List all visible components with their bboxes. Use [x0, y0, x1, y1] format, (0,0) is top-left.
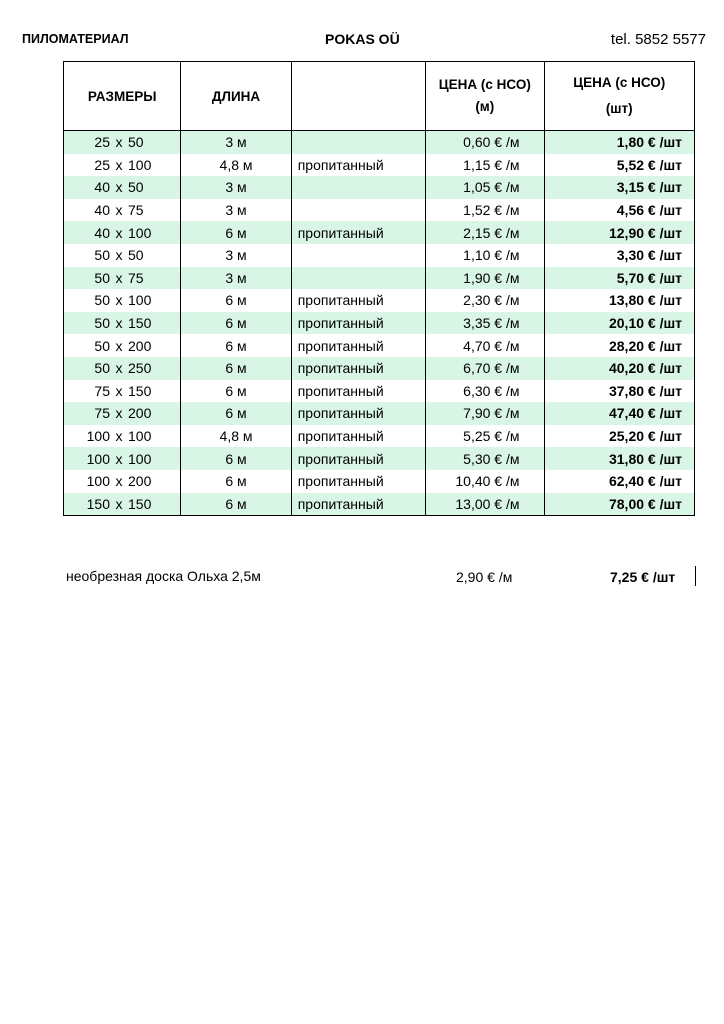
table-row — [64, 402, 695, 425]
cell-length: 6 м — [181, 402, 291, 425]
size-separator: x — [115, 292, 123, 309]
size-separator: x — [115, 450, 123, 467]
size-separator: x — [115, 247, 123, 264]
cell-size — [64, 289, 181, 312]
cell-size — [64, 221, 181, 244]
cell-price-m: 1,15 € /м — [426, 154, 544, 177]
table-row — [64, 267, 695, 290]
cell-note — [291, 244, 425, 267]
size-height: 50 — [128, 179, 144, 196]
cell-price-pc: 37,80 € /шт — [544, 380, 695, 403]
size-height: 100 — [128, 428, 152, 445]
size-width: 50 — [94, 247, 110, 264]
table-row — [64, 176, 695, 199]
cell-price-pc: 25,20 € /шт — [544, 425, 695, 448]
table-row — [64, 154, 695, 177]
cell-length: 4,8 м — [181, 425, 291, 448]
size-width: 50 — [94, 337, 110, 354]
cell-size — [64, 176, 181, 199]
cell-note — [291, 176, 425, 199]
cell-price-m: 10,40 € /м — [426, 470, 544, 493]
cell-price-pc: 20,10 € /шт — [544, 312, 695, 335]
header-phone: tel. 5852 5577 — [610, 31, 706, 48]
table-row — [64, 334, 695, 357]
table-row — [64, 425, 695, 448]
cell-price-m: 1,05 € /м — [426, 176, 544, 199]
size-height: 250 — [128, 360, 152, 377]
extra-item-name: необрезная доска Ольха 2,5м — [66, 568, 261, 584]
cell-note: пропитанный — [291, 289, 425, 312]
cell-price-pc: 1,80 € /шт — [544, 131, 695, 154]
cell-note: пропитанный — [291, 402, 425, 425]
size-height: 75 — [128, 202, 144, 219]
cell-length: 6 м — [181, 289, 291, 312]
cell-price-pc: 12,90 € /шт — [544, 221, 695, 244]
cell-note: пропитанный — [291, 334, 425, 357]
cell-note: пропитанный — [291, 380, 425, 403]
cell-note: пропитанный — [291, 425, 425, 448]
cell-size — [64, 131, 181, 154]
size-separator: x — [115, 382, 123, 399]
col-price-m-line2: (м) — [475, 99, 495, 114]
cell-price-m: 4,70 € /м — [426, 334, 544, 357]
size-height: 150 — [128, 315, 152, 332]
table-row — [64, 199, 695, 222]
col-price-m-line1: ЦЕНА (с НСО) — [438, 77, 531, 92]
cell-length: 6 м — [181, 312, 291, 335]
cell-size — [64, 154, 181, 177]
size-width: 50 — [94, 292, 110, 309]
cell-price-pc: 31,80 € /шт — [544, 447, 695, 470]
size-height: 75 — [128, 269, 144, 286]
price-table — [63, 61, 695, 516]
cell-size — [64, 425, 181, 448]
size-width: 100 — [86, 473, 110, 490]
cell-price-pc: 62,40 € /шт — [544, 470, 695, 493]
size-separator: x — [115, 134, 123, 151]
size-separator: x — [115, 473, 123, 490]
cell-note: пропитанный — [291, 221, 425, 244]
cell-size — [64, 334, 181, 357]
table-row — [64, 289, 695, 312]
table-row — [64, 493, 695, 516]
size-separator: x — [115, 428, 123, 445]
size-height: 200 — [128, 473, 152, 490]
cell-price-m: 5,25 € /м — [426, 425, 544, 448]
cell-size — [64, 380, 181, 403]
cell-length: 3 м — [181, 131, 291, 154]
size-separator: x — [115, 315, 123, 332]
extra-item-price-m: 2,90 € /м — [456, 569, 513, 585]
size-width: 100 — [86, 450, 110, 467]
cell-length: 3 м — [181, 244, 291, 267]
cell-size — [64, 470, 181, 493]
size-height: 200 — [128, 337, 152, 354]
cell-note: пропитанный — [291, 154, 425, 177]
cell-price-pc: 47,40 € /шт — [544, 402, 695, 425]
size-height: 50 — [128, 247, 144, 264]
size-height: 150 — [128, 495, 152, 512]
size-height: 50 — [128, 134, 144, 151]
size-width: 50 — [94, 315, 110, 332]
cell-note: пропитанный — [291, 312, 425, 335]
col-note — [291, 62, 425, 131]
cell-size — [64, 493, 181, 516]
cell-price-pc: 28,20 € /шт — [544, 334, 695, 357]
cell-price-m: 3,35 € /м — [426, 312, 544, 335]
cell-length: 6 м — [181, 221, 291, 244]
cell-note: пропитанный — [291, 470, 425, 493]
cell-note — [291, 131, 425, 154]
table-row — [64, 244, 695, 267]
cell-price-pc: 5,52 € /шт — [544, 154, 695, 177]
size-height: 150 — [128, 382, 152, 399]
col-price-pc-line2: (шт) — [605, 101, 633, 116]
cell-note: пропитанный — [291, 493, 425, 516]
cell-length: 6 м — [181, 493, 291, 516]
cell-length: 3 м — [181, 199, 291, 222]
cell-size — [64, 267, 181, 290]
cell-price-pc: 5,70 € /шт — [544, 267, 695, 290]
size-separator: x — [115, 360, 123, 377]
cell-length: 3 м — [181, 176, 291, 199]
cell-note — [291, 199, 425, 222]
size-width: 25 — [94, 156, 110, 173]
extra-item-price-pc: 7,25 € /шт — [610, 569, 676, 585]
size-width: 100 — [86, 428, 110, 445]
size-separator: x — [115, 179, 123, 196]
cell-price-pc: 40,20 € /шт — [544, 357, 695, 380]
table-header-row — [64, 62, 695, 131]
table-row — [64, 447, 695, 470]
size-width: 40 — [94, 179, 110, 196]
col-length: ДЛИНА — [181, 62, 291, 131]
size-height: 100 — [128, 450, 152, 467]
cell-price-m: 2,30 € /м — [426, 289, 544, 312]
size-separator: x — [115, 405, 123, 422]
cell-length: 6 м — [181, 447, 291, 470]
cell-length: 6 м — [181, 334, 291, 357]
cell-length: 6 м — [181, 357, 291, 380]
extra-item-divider — [695, 566, 696, 586]
cell-price-pc: 3,30 € /шт — [544, 244, 695, 267]
size-width: 25 — [94, 134, 110, 151]
size-height: 100 — [128, 224, 152, 241]
size-separator: x — [115, 269, 123, 286]
header-category: ПИЛОМАТЕРИАЛ — [22, 32, 129, 46]
size-width: 75 — [94, 382, 110, 399]
cell-price-m: 0,60 € /м — [426, 131, 544, 154]
cell-size — [64, 244, 181, 267]
size-separator: x — [115, 224, 123, 241]
cell-size — [64, 402, 181, 425]
size-height: 100 — [128, 292, 152, 309]
size-separator: x — [115, 156, 123, 173]
cell-price-m: 1,90 € /м — [426, 267, 544, 290]
size-separator: x — [115, 495, 123, 512]
cell-length: 3 м — [181, 267, 291, 290]
cell-price-m: 1,10 € /м — [426, 244, 544, 267]
cell-note: пропитанный — [291, 447, 425, 470]
table-row — [64, 357, 695, 380]
cell-size — [64, 447, 181, 470]
size-width: 40 — [94, 202, 110, 219]
size-width: 50 — [94, 360, 110, 377]
cell-price-pc: 13,80 € /шт — [544, 289, 695, 312]
cell-length: 4,8 м — [181, 154, 291, 177]
cell-price-m: 6,70 € /м — [426, 357, 544, 380]
size-width: 150 — [86, 495, 110, 512]
table-row — [64, 131, 695, 154]
cell-price-pc: 78,00 € /шт — [544, 493, 695, 516]
cell-size — [64, 199, 181, 222]
size-width: 75 — [94, 405, 110, 422]
table-row — [64, 312, 695, 335]
col-price-pc — [544, 62, 695, 131]
cell-price-m: 13,00 € /м — [426, 493, 544, 516]
cell-price-pc: 4,56 € /шт — [544, 199, 695, 222]
header-company: POKAS OÜ — [325, 31, 400, 47]
size-height: 100 — [128, 156, 152, 173]
col-price-pc-line1: ЦЕНА (с НСО) — [573, 75, 666, 90]
col-sizes: РАЗМЕРЫ — [64, 62, 181, 131]
col-price-m — [426, 62, 544, 131]
cell-price-m: 2,15 € /м — [426, 221, 544, 244]
table-row — [64, 470, 695, 493]
size-width: 40 — [94, 224, 110, 241]
cell-size — [64, 357, 181, 380]
cell-price-m: 6,30 € /м — [426, 380, 544, 403]
cell-price-pc: 3,15 € /шт — [544, 176, 695, 199]
cell-price-m: 7,90 € /м — [426, 402, 544, 425]
table-row — [64, 380, 695, 403]
size-separator: x — [115, 202, 123, 219]
cell-note: пропитанный — [291, 357, 425, 380]
cell-size — [64, 312, 181, 335]
size-separator: x — [115, 337, 123, 354]
table-row — [64, 221, 695, 244]
cell-price-m: 5,30 € /м — [426, 447, 544, 470]
cell-note — [291, 267, 425, 290]
size-height: 200 — [128, 405, 152, 422]
cell-length: 6 м — [181, 470, 291, 493]
cell-price-m: 1,52 € /м — [426, 199, 544, 222]
cell-length: 6 м — [181, 380, 291, 403]
size-width: 50 — [94, 269, 110, 286]
